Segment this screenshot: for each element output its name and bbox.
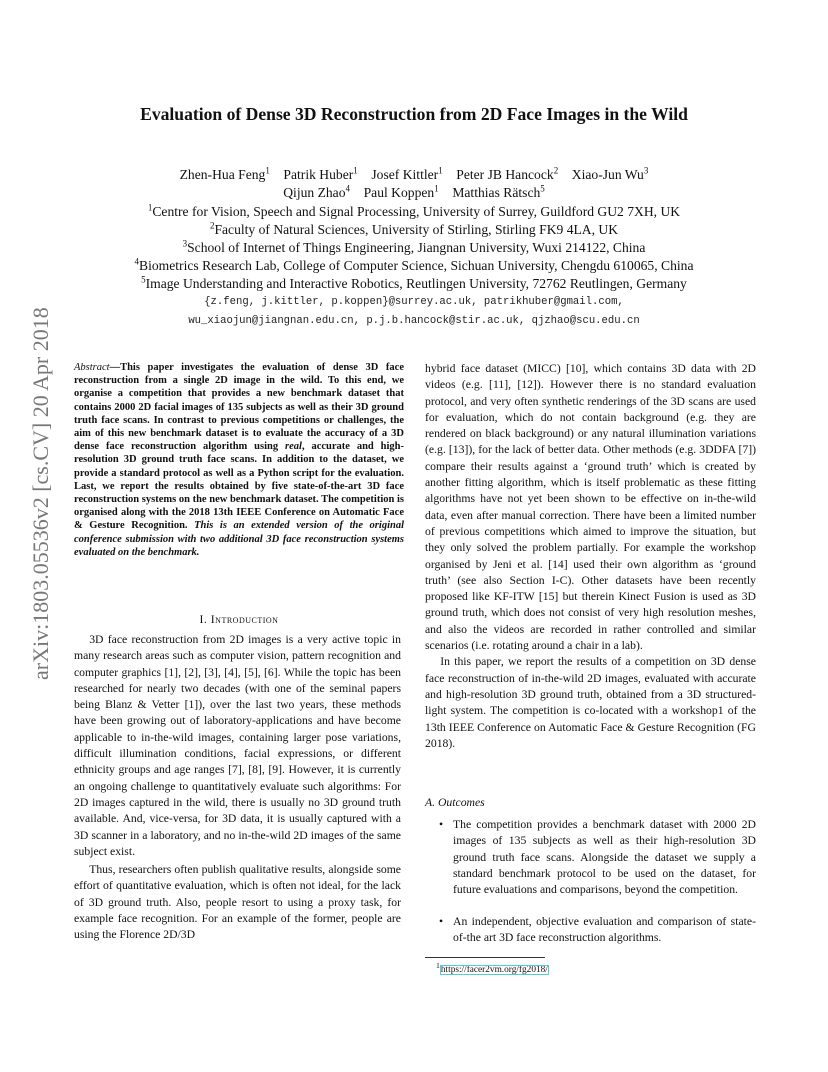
author: Qijun Zhao$^4$ (283, 183, 351, 200)
affiliation: $^5$Image Understanding and Interactive Robotics, Reutlingen University, 72762 Reutlingen, Germany (141, 274, 687, 291)
author: Paul Koppen$^1$ (363, 183, 439, 200)
footnote-link[interactable]: https://facer2vm.org/fg2018/ (440, 965, 548, 976)
list-item: • An independent, objective evaluation and comparison of state-of-the art 3D face reconstruction algorithms. (439, 915, 756, 945)
paragraph: hybrid face dataset (MICC) [10], which contains 3D data with 2D videos (e.g. [11], [12]). However there is no standard evaluation protocol, and very often synthetic renderings of the 3D scans are used for evaluation, which do not contain background (e.g. they are rendered on black background) or any natural illumination variations (e.g. [13]), for the lack of better data. Other methods (e.g. 3DDFA [7]) compare their results against a ‘ground truth’ which is created by another fitting algorithm, which is itself problematic as these fitting algorithms have not yet been shown to be effective on in-the-wild data, even after manual correction. There have been a limited number of previous competitions which aimed to improve the situation, but they only solved the problem partially. For example the workshop organised by Jeni et al. [14] used their own algorithm as ‘ground truth’ (see also Section I-C). Other datasets have been recently proposed like KF-ITW [15] but therein Kinect Fusion is used as 3D ground truth, which does not consist of very high resolution meshes, and also the videos are recorded in rather controlled and similar scenarios (i.e. rotating around a chair in a lab). (425, 362, 756, 653)
author: Zhen-Hua Feng$^1$ (179, 165, 270, 182)
email-line: wu_xiaojun@jiangnan.edu.cn, p.j.b.hancock@stir.ac.uk, qjzhao@scu.edu.cn (188, 315, 640, 327)
email-line: {z.feng, j.kittler, p.koppen}@surrey.ac.uk, patrikhuber@gmail.com, (204, 296, 624, 308)
bullet-icon: • (439, 818, 444, 831)
affiliation: $^1$Centre for Vision, Speech and Signal Processing, University of Surrey, Guildford GU2 7XH, UK (147, 202, 681, 219)
section-heading: I. Introduction (199, 613, 279, 626)
subsection-heading: A. Outcomes (425, 796, 485, 809)
arxiv-identifier: arXiv:1803.05536v2 [cs.CV] 20 Apr 2018 (28, 307, 53, 680)
author: Peter JB Hancock$^2$ (456, 165, 559, 182)
abstract-extended-note: This is an extended version of the original conference submission with two additional 3D face reconstruction systems evaluated on the benchmark. (74, 520, 404, 558)
affiliation: $^2$Faculty of Natural Sciences, University of Stirling, Stirling FK9 4LA, UK (209, 220, 619, 237)
author: Josef Kittler$^1$ (371, 165, 443, 182)
paragraph: In this paper, we report the results of a competition on 3D dense face reconstruction of in-the-wild 2D images, evaluated with accurate and high-resolution 3D ground truth, obtained from a 3D structured-light system. The competition is co-located with a workshop1 of the 13th IEEE Conference on Automatic Face & Gesture Recognition (FG 2018). (425, 655, 756, 750)
bullet-icon: • (439, 915, 444, 928)
abstract-label: Abstract (74, 362, 110, 373)
author: Patrik Huber$^1$ (283, 165, 358, 182)
footnote: $^1$https://facer2vm.org/fg2018/ (436, 961, 548, 976)
affiliation: $^4$Biometrics Research Lab, College of Computer Science, Sichuan University, Chengdu 610065, China (134, 256, 694, 273)
author: Matthias Rätsch$^5$ (452, 183, 545, 200)
author: Xiao-Jun Wu$^3$ (571, 165, 649, 182)
author-line-2 (0, 183, 828, 202)
paragraph: Thus, researchers often publish qualitative results, alongside some effort of quantitative evaluation, which is often not ideal, for the lack of 3D ground truth. Also, people resort to using a proxy task, for example face recognition. For an example of the former, people are using the Florence 2D/3D (74, 863, 401, 942)
right-column-text (425, 361, 756, 752)
left-column-text (74, 632, 401, 944)
footnote-divider (425, 957, 545, 958)
paragraph: 3D face reconstruction from 2D images is a very active topic in many research areas such as computer vision, pattern recognition and computer graphics [1], [2], [3], [4], [5], [6]. While the topic has been researched for nearly two decades (with one of the seminal papers being Blanz & Vetter [1]), over the last two years, these methods have been growing out of laboratory-applications and have become applicable to in-the-wild images, containing larger pose variations, difficult illumination conditions, facial expressions, or different ethnicity groups and age ranges [7], [8], [9]. However, it is currently an ongoing challenge to quantitatively evaluate such algorithms: For 2D images captured in the wild, there is usually no 3D ground truth available. And, vice-versa, for 3D data, it is usually captured with a 3D scanner in a laboratory, and no in-the-wild 2D images of the same subject exist. (74, 633, 401, 858)
list-item: • The competition provides a benchmark dataset with 2000 2D images of 135 subjects as well as their high-resolution 3D ground truth face scans. Alongside the dataset we supply a standard benchmark protocol to be used on the dataset, for future evaluations and comparisons, beyond the competition. (439, 818, 756, 897)
author-line-1 (0, 165, 828, 184)
affiliation: $^3$School of Internet of Things Engineering, Jiangnan University, Wuxi 214122, China (182, 238, 646, 255)
paper-title: Evaluation of Dense 3D Reconstruction from 2D Face Images in the Wild (140, 104, 688, 124)
abstract: Abstract—This paper investigates the evaluation of dense 3D face reconstruction from a single 2D image in the wild. To this end, we organise a competition that provides a new benchmark dataset that contains 2000 2D facial images of 135 subjects as well as their 3D ground truth face scans. In contrast to previous competitions or challenges, the aim of this new benchmark dataset is to evaluate the accuracy of a 3D dense face reconstruction algorithm using real, accurate and high-resolution 3D ground truth face scans. In addition to the dataset, we provide a standard protocol as well as a Python script for the evaluation. Last, we report the results obtained by five state-of-the-art 3D face reconstruction systems on the new benchmark dataset. The competition is organised along with the 2018 13th IEEE Conference on Automatic Face & Gesture Recognition. This is an extended version of the original conference submission with two additional 3D face reconstruction systems evaluated on the benchmark. (74, 362, 404, 558)
